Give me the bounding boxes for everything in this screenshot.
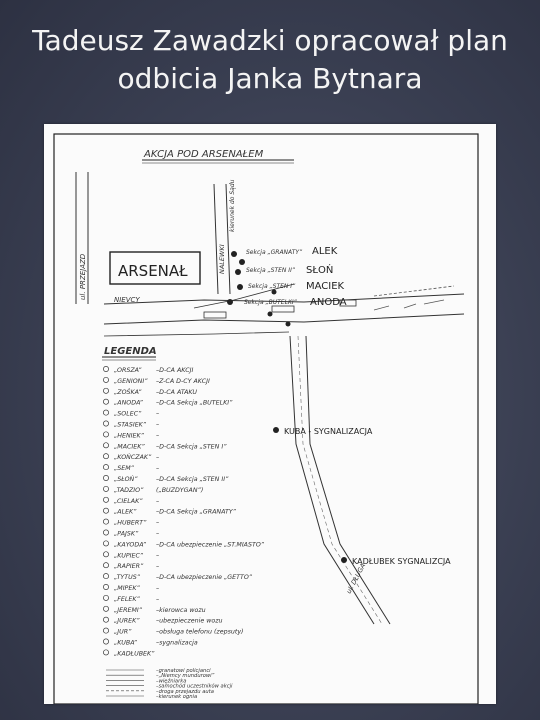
legend-row-name: „HUBERT” (114, 519, 147, 527)
legend-row-name: „JUREK” (114, 617, 140, 625)
nievcy-label: NIEVCY (114, 296, 140, 304)
legend-row-marker (103, 530, 108, 535)
legend-symbol-desc: –„Niemcy mundurowi” (156, 673, 215, 680)
slide-title-line2: odbicia Janka Bytnara (117, 62, 423, 95)
map-heading: AKCJA POD ARSENAŁEM (144, 149, 264, 160)
legend-row-name: „JEREMI” (114, 606, 143, 614)
legend-row-desc: – (156, 421, 160, 429)
legend-symbol-desc: –kierunek ognia (156, 694, 198, 700)
legend-symbol-desc: –samochód uczestników akcji (156, 683, 233, 690)
legend (102, 346, 265, 700)
legend-row-name: „CIELAK” (114, 497, 143, 505)
legend-row-marker (103, 454, 108, 459)
legend-row-marker (103, 519, 108, 524)
legend-row-desc: –obsługa telefonu (zepsuty) (156, 628, 244, 636)
legend-row-desc: –D-CA ATAKU (156, 388, 198, 396)
legend-symbol-desc: –droga przejazdu auta (156, 688, 214, 695)
street-nalewki-label: NALEWKI (218, 244, 226, 274)
legend-row-desc: – (156, 585, 160, 592)
street-top-label: kierunek do Sądu (229, 179, 236, 232)
legend-row-desc: – (156, 454, 160, 462)
legend-row-desc: –Z-CA D-CY AKCJI (156, 377, 210, 385)
signal-kadlubek: KADŁUBEK SYGNALIZCJA (352, 557, 451, 566)
legend-row-desc: – (156, 465, 160, 473)
legend-row-marker (103, 628, 108, 633)
street-przejazd (76, 172, 88, 304)
legend-row-marker (103, 421, 108, 426)
legend-row-marker (103, 399, 108, 404)
legend-row-name: „TYTUS” (114, 574, 140, 582)
legend-title: LEGENDA (104, 346, 157, 357)
legend-row-marker (103, 443, 108, 448)
legend-row-marker (103, 563, 108, 568)
legend-row-name: „MIPEK” (114, 585, 140, 592)
main-road (104, 284, 464, 336)
legend-row-desc: – (156, 595, 160, 603)
legend-row-desc: –D-CA Sekcja „GRANATY” (156, 508, 236, 516)
legend-row-desc: –ubezpieczenie wozu (156, 617, 223, 625)
section-1-name: Sekcja „GRANATY” (246, 249, 303, 256)
legend-row-name: „ZOŚKA” (114, 388, 142, 396)
legend-row-name: „PAJSK” (114, 530, 139, 538)
legend-row-marker (103, 486, 108, 491)
legend-row-marker (103, 650, 108, 655)
section-labels (244, 246, 347, 308)
legend-row-marker (103, 606, 108, 611)
legend-row-marker (103, 366, 108, 371)
legend-row-name: „TADZIO” (114, 486, 144, 494)
legend-row-desc: –D-CA ubezpieczenie „ST.MIASTO” (156, 541, 265, 549)
legend-row-desc: – (156, 563, 160, 571)
legend-row-marker (103, 595, 108, 600)
section-4-leader: ANODA (310, 297, 347, 308)
section-4-name: Sekcja „BUTELKI” (244, 299, 297, 306)
section-3-leader: MACIEK (306, 281, 345, 292)
street-przejazd-label: ul. PRZEJAZD (79, 253, 87, 300)
legend-row-name: „FELEK” (114, 595, 140, 603)
section-2-name: Sekcja „STEN II” (246, 267, 295, 274)
map-drawing (44, 124, 496, 704)
legend-symbol-desc: –więźniarka (156, 678, 187, 685)
slide-title-line1: Tadeusz Zawadzki opracował plan (32, 24, 508, 57)
legend-row-name: „SOLEC” (114, 410, 142, 418)
legend-row-name: „GENIONI” (114, 377, 148, 385)
legend-row-name: „SŁOŃ” (114, 476, 138, 483)
legend-row-desc: –kierowca wozu (156, 606, 206, 614)
legend-row-desc: –D-CA ubezpieczenie „GETTO” (156, 574, 253, 582)
legend-row-marker (103, 432, 108, 437)
signal-kuba: KUBA - SYGNALIZACJA (284, 427, 373, 436)
legend-row-marker (103, 388, 108, 393)
legend-row-name: „RAPIER” (114, 563, 144, 571)
section-1-leader: ALEK (312, 246, 338, 257)
legend-row-marker (103, 541, 108, 546)
legend-row-desc: („BUZDYGAN”) (156, 486, 204, 494)
legend-row-marker (103, 552, 108, 557)
legend-row-marker (103, 465, 108, 470)
legend-row-desc: – (156, 432, 160, 440)
street-dluga-label: ul. DŁUGA (344, 562, 368, 595)
legend-row-desc: –D-CA Sekcja „STEN II” (156, 476, 229, 483)
legend-row-marker (103, 617, 108, 622)
legend-row-name: „KADŁUBEK” (114, 650, 155, 658)
street-dluga (290, 336, 390, 624)
legend-row-marker (103, 574, 108, 579)
legend-row-desc: –D-CA Sekcja „STEN I” (156, 443, 227, 451)
legend-row-desc: –sygnalizacja (156, 639, 198, 647)
slide-title (0, 22, 540, 98)
legend-row-desc: – (156, 552, 160, 560)
legend-row-name: „HENIEK” (114, 432, 144, 440)
arsenal-label: ARSENAŁ (118, 262, 188, 280)
arsenal-building (110, 252, 200, 284)
street-nalewki (214, 179, 236, 294)
legend-row-name: „KUBA” (114, 639, 137, 647)
legend-row-name: „MACIEK” (114, 443, 145, 451)
legend-row-name: „ANODA” (114, 399, 143, 407)
legend-row-desc: – (156, 519, 160, 527)
legend-row-name: „KAYODA” (114, 541, 146, 549)
legend-row-marker (103, 377, 108, 382)
legend-row-marker (103, 497, 108, 502)
legend-symbol-desc: –granatowi policjanci (156, 668, 211, 674)
legend-row-marker (103, 639, 108, 644)
legend-row-marker (103, 475, 108, 480)
section-3-name: Sekcja „STEN I” (248, 283, 296, 290)
legend-row-desc: – (156, 497, 160, 505)
section-2-leader: SŁOŃ (306, 265, 334, 276)
legend-row-name: „ORSZA” (114, 367, 142, 374)
scanned-map-document (44, 124, 496, 704)
legend-row-desc: –D-CA AKCJI (156, 367, 194, 374)
legend-row-marker (103, 410, 108, 415)
legend-row-name: „ALEK” (114, 508, 137, 516)
legend-row-name: „JUR” (114, 628, 132, 636)
legend-row-desc: – (156, 410, 160, 418)
legend-row-desc: – (156, 530, 160, 538)
legend-row-name: „KOŃCZAK” (114, 454, 152, 462)
legend-row-name: „SEM” (114, 465, 134, 473)
legend-row-marker (103, 584, 108, 589)
legend-row-name: „STASIEK” (114, 421, 147, 429)
legend-row-marker (103, 508, 108, 513)
legend-row-desc: –D-CA Sekcja „BUTELKI” (156, 399, 233, 407)
legend-row-name: „KUPIEC” (114, 552, 144, 560)
